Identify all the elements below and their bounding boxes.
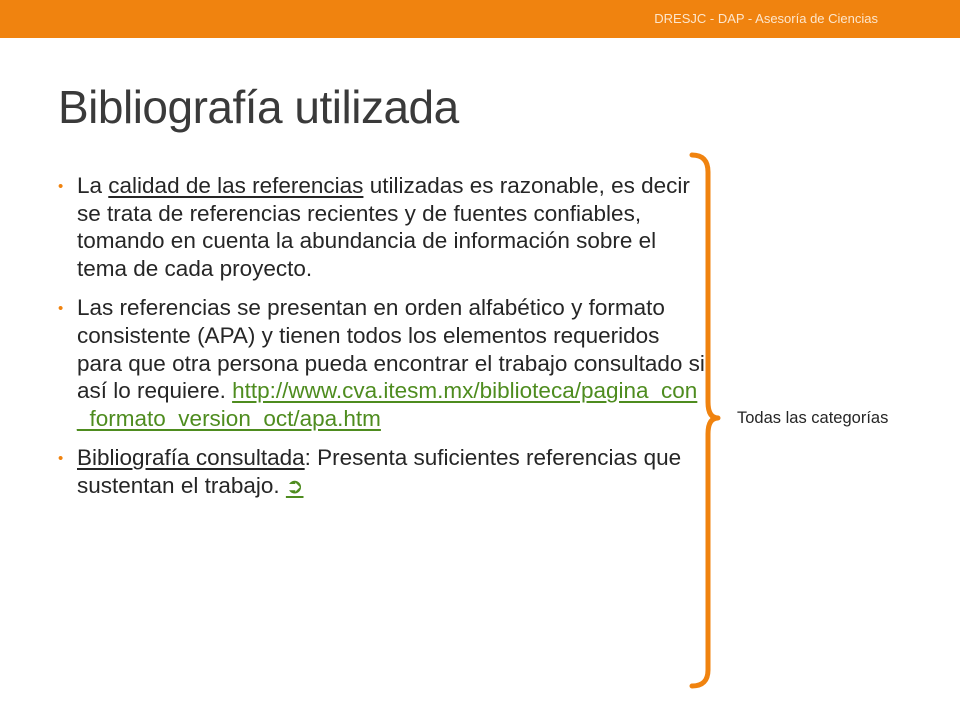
apa-link[interactable]: http://www.cva.itesm.mx/biblioteca/pagina_con_formato_version_oct/apa.htm — [77, 378, 698, 431]
bullet-icon: • — [58, 300, 64, 318]
bullet-text-post: utilizadas es razonable, es decir se trata de referencias recientes y de fuentes confiables, tomando en cuenta la abundancia de información sobre el tema de cada proyecto. — [77, 173, 690, 281]
bullet-item-bibliography — [58, 444, 708, 500]
return-arrow-icon[interactable]: ➲ — [285, 474, 304, 498]
bullet-list — [58, 172, 708, 513]
bibliography-underlined-text: Bibliografía consultada — [77, 445, 305, 471]
bullet-text-pre: La — [77, 173, 109, 198]
header-text: DRESJC - DAP - Asesoría de Ciencias — [654, 11, 878, 26]
slide-title: Bibliografía utilizada — [58, 81, 459, 133]
quality-underlined-text: calidad de las referencias — [108, 173, 364, 198]
bullet-icon: • — [58, 450, 64, 468]
bullet-text-post: : Presenta suficientes referencias que sustentan el trabajo. — [77, 445, 682, 498]
bullet-item-quality — [58, 172, 708, 282]
bullet-item-format — [58, 294, 708, 432]
right-brace — [680, 150, 730, 692]
bullet-text: Las referencias se presentan en orden alfabético y formato consistente (APA) y tienen todos los elementos requeridos para que otra persona pueda encontrar el trabajo consultado si así lo requiere. — [77, 295, 705, 404]
brace-label: Todas las categorías — [737, 409, 889, 427]
bullet-icon: • — [58, 178, 64, 195]
header-bar — [0, 0, 960, 38]
